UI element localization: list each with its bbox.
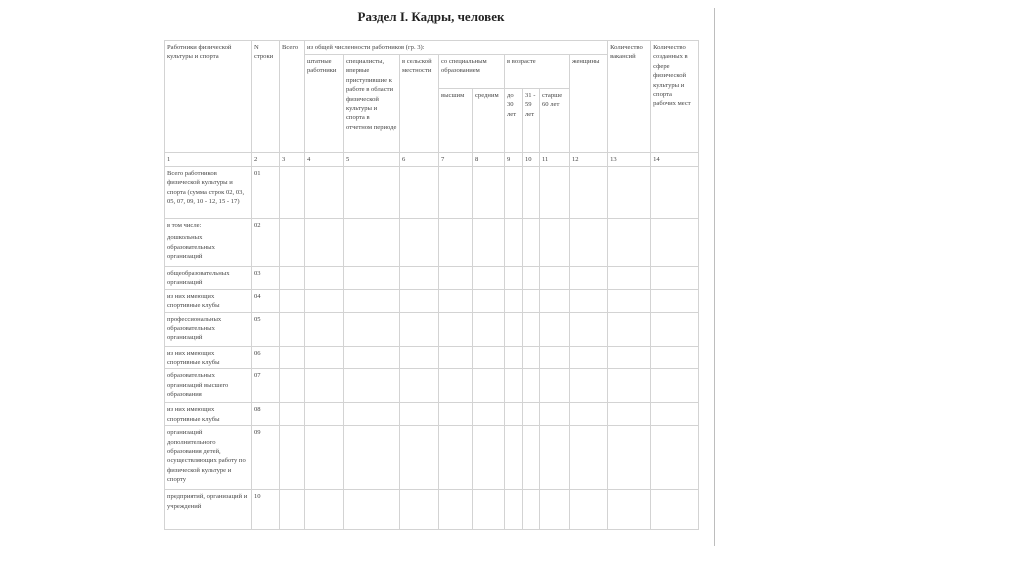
- page-edge-divider: [714, 8, 715, 546]
- row-label-cell: [165, 369, 252, 403]
- column-number-cell: 12: [570, 153, 608, 167]
- data-cell[interactable]: [344, 167, 400, 219]
- data-cell[interactable]: [540, 289, 570, 312]
- data-cell[interactable]: [505, 167, 523, 219]
- data-cell[interactable]: [540, 346, 570, 369]
- column-number-cell: 13: [608, 153, 651, 167]
- row-label: образовательных организаций высшего образования: [167, 372, 229, 399]
- data-cell[interactable]: [608, 490, 651, 530]
- row-label: общеобразовательных организаций: [167, 270, 230, 287]
- data-cell[interactable]: [344, 490, 400, 530]
- data-cell[interactable]: [608, 289, 651, 312]
- data-cell[interactable]: [505, 289, 523, 312]
- data-cell[interactable]: [400, 267, 439, 290]
- row-label-cell: [165, 346, 252, 369]
- data-cell[interactable]: [505, 346, 523, 369]
- table-row: [165, 403, 699, 426]
- data-cell[interactable]: [305, 312, 344, 346]
- row-label: Всего работников физической культуры и спорта (сумма строк 02, 03, 05, 07, 09, 10 - 12, 15 - 17): [167, 170, 245, 206]
- row-line-number: 01: [252, 167, 280, 219]
- header-age-to30: до 30 лет: [505, 89, 523, 153]
- data-cell[interactable]: [400, 167, 439, 219]
- row-line-number: 09: [252, 426, 280, 490]
- header-staff: штатные работники: [305, 55, 344, 153]
- data-cell[interactable]: [439, 490, 473, 530]
- data-cell[interactable]: [523, 167, 540, 219]
- column-number-cell: 10: [523, 153, 540, 167]
- data-cell[interactable]: [473, 403, 505, 426]
- row-line-number: 06: [252, 346, 280, 369]
- column-number-cell: 5: [344, 153, 400, 167]
- data-cell[interactable]: [439, 167, 473, 219]
- row-label: из них имеющих спортивные клубы: [167, 292, 220, 310]
- data-cell[interactable]: [651, 267, 699, 290]
- table-row: [165, 289, 699, 312]
- data-cell[interactable]: [280, 267, 305, 290]
- data-cell[interactable]: [505, 369, 523, 403]
- data-cell[interactable]: [305, 219, 344, 267]
- data-cell[interactable]: [540, 369, 570, 403]
- data-cell[interactable]: [651, 490, 699, 530]
- data-cell[interactable]: [505, 426, 523, 490]
- data-cell[interactable]: [439, 403, 473, 426]
- data-cell[interactable]: [523, 490, 540, 530]
- data-cell[interactable]: [523, 267, 540, 290]
- data-cell[interactable]: [608, 426, 651, 490]
- row-label: предприятий, организаций и учреждений: [167, 493, 248, 510]
- header-age: в возрасте: [505, 55, 570, 89]
- staff-form-table: [164, 40, 699, 530]
- section-title: Раздел I. Кадры, человек: [357, 9, 505, 24]
- header-row-1: [165, 41, 699, 55]
- row-label: профессиональных образовательных организаций: [167, 315, 222, 342]
- table-row: [165, 346, 699, 369]
- data-cell[interactable]: [473, 346, 505, 369]
- data-cell[interactable]: [280, 490, 305, 530]
- data-cell[interactable]: [570, 312, 608, 346]
- row-label-prefix: в том числе:: [167, 222, 202, 229]
- header-age-31-59: 31 - 59 лет: [523, 89, 540, 153]
- data-cell[interactable]: [305, 289, 344, 312]
- data-cell[interactable]: [651, 403, 699, 426]
- data-cell[interactable]: [280, 426, 305, 490]
- row-label: организаций дополнительного образования детей, осуществляющих работу по физической культуре и спорту: [167, 429, 246, 484]
- data-cell[interactable]: [305, 346, 344, 369]
- data-cell[interactable]: [473, 312, 505, 346]
- row-line-number: 10: [252, 490, 280, 530]
- table-body: [165, 167, 699, 530]
- column-number-cell: 8: [473, 153, 505, 167]
- row-label-cell: [165, 312, 252, 346]
- data-cell[interactable]: [280, 369, 305, 403]
- row-label-cell: [165, 490, 252, 530]
- data-cell[interactable]: [344, 403, 400, 426]
- data-cell[interactable]: [400, 346, 439, 369]
- row-line-number: 07: [252, 369, 280, 403]
- column-number-cell: 6: [400, 153, 439, 167]
- data-cell[interactable]: [608, 346, 651, 369]
- data-cell[interactable]: [523, 312, 540, 346]
- header-women: женщины: [570, 55, 608, 153]
- data-cell[interactable]: [439, 312, 473, 346]
- column-number-cell: 2: [252, 153, 280, 167]
- data-cell[interactable]: [400, 369, 439, 403]
- data-cell[interactable]: [523, 219, 540, 267]
- data-cell[interactable]: [473, 426, 505, 490]
- data-cell[interactable]: [280, 403, 305, 426]
- data-cell[interactable]: [570, 426, 608, 490]
- data-cell[interactable]: [473, 369, 505, 403]
- data-cell[interactable]: [344, 267, 400, 290]
- column-number-cell: 1: [165, 153, 252, 167]
- data-cell[interactable]: [305, 490, 344, 530]
- data-cell[interactable]: [439, 267, 473, 290]
- data-cell[interactable]: [439, 346, 473, 369]
- header-workers: Работники физической культуры и спорта: [165, 41, 252, 153]
- header-rural: в сельской местности: [400, 55, 439, 153]
- data-cell[interactable]: [651, 289, 699, 312]
- data-cell[interactable]: [570, 289, 608, 312]
- data-cell[interactable]: [651, 219, 699, 267]
- data-cell[interactable]: [540, 312, 570, 346]
- row-label-cell: [165, 403, 252, 426]
- header-secondary: средним: [473, 89, 505, 153]
- row-label-cell: [165, 167, 252, 219]
- row-line-number: 08: [252, 403, 280, 426]
- data-cell[interactable]: [651, 426, 699, 490]
- column-number-cell: 11: [540, 153, 570, 167]
- header-vacancies: Количество вакансий: [608, 41, 651, 153]
- column-number-cell: 7: [439, 153, 473, 167]
- row-line-number: 03: [252, 267, 280, 290]
- data-cell[interactable]: [570, 267, 608, 290]
- table-row: [165, 369, 699, 403]
- header-higher: высшим: [439, 89, 473, 153]
- data-cell[interactable]: [400, 289, 439, 312]
- data-cell[interactable]: [651, 346, 699, 369]
- data-cell[interactable]: [439, 289, 473, 312]
- data-cell[interactable]: [608, 219, 651, 267]
- data-cell[interactable]: [523, 369, 540, 403]
- data-cell[interactable]: [439, 369, 473, 403]
- data-cell[interactable]: [540, 403, 570, 426]
- data-cell[interactable]: [344, 426, 400, 490]
- data-cell[interactable]: [305, 369, 344, 403]
- table-row: [165, 426, 699, 490]
- data-cell[interactable]: [505, 267, 523, 290]
- data-cell[interactable]: [280, 289, 305, 312]
- data-cell[interactable]: [473, 267, 505, 290]
- data-cell[interactable]: [400, 426, 439, 490]
- data-cell[interactable]: [473, 219, 505, 267]
- header-total: Всего: [280, 41, 305, 153]
- header-line-no: N строки: [252, 41, 280, 153]
- data-cell[interactable]: [570, 490, 608, 530]
- data-cell[interactable]: [305, 426, 344, 490]
- data-cell[interactable]: [523, 403, 540, 426]
- data-cell[interactable]: [570, 403, 608, 426]
- data-cell[interactable]: [473, 289, 505, 312]
- data-cell[interactable]: [344, 289, 400, 312]
- data-cell[interactable]: [280, 312, 305, 346]
- data-cell[interactable]: [651, 167, 699, 219]
- row-label-cell: [165, 289, 252, 312]
- table-row: [165, 219, 699, 267]
- data-cell[interactable]: [540, 167, 570, 219]
- row-label-cell: [165, 267, 252, 290]
- data-cell[interactable]: [608, 369, 651, 403]
- data-cell[interactable]: [570, 167, 608, 219]
- row-line-number: 05: [252, 312, 280, 346]
- data-cell[interactable]: [473, 490, 505, 530]
- column-number-cell: 14: [651, 153, 699, 167]
- data-cell[interactable]: [523, 289, 540, 312]
- data-cell[interactable]: [608, 267, 651, 290]
- data-cell[interactable]: [523, 346, 540, 369]
- column-number-cell: 4: [305, 153, 344, 167]
- row-line-number: 04: [252, 289, 280, 312]
- data-cell[interactable]: [305, 403, 344, 426]
- row-label-cell: [165, 426, 252, 490]
- data-cell[interactable]: [305, 267, 344, 290]
- row-label: из них имеющих спортивные клубы: [167, 406, 220, 423]
- data-cell[interactable]: [400, 490, 439, 530]
- data-cell[interactable]: [439, 426, 473, 490]
- table-row: [165, 490, 699, 530]
- data-cell[interactable]: [570, 369, 608, 403]
- data-cell[interactable]: [540, 267, 570, 290]
- table-viewport: [164, 40, 700, 546]
- row-label-cell: [165, 219, 252, 267]
- header-jobs-created: Количество созданных в сфере физической культуры и спорта рабочих мест: [651, 41, 699, 153]
- data-cell[interactable]: [608, 167, 651, 219]
- row-label: из них имеющих спортивные клубы: [167, 349, 220, 367]
- data-cell[interactable]: [400, 312, 439, 346]
- data-cell[interactable]: [540, 426, 570, 490]
- data-cell[interactable]: [540, 219, 570, 267]
- header-specialists: специалисты, впервые приступившие к работе в области физической культуры и спорта в отчетном периоде: [344, 55, 400, 153]
- header-of-total: из общей численности работников (гр. 3):: [305, 41, 608, 55]
- data-cell[interactable]: [280, 167, 305, 219]
- column-number-cell: 9: [505, 153, 523, 167]
- table-row: [165, 312, 699, 346]
- data-cell[interactable]: [280, 219, 305, 267]
- data-cell[interactable]: [570, 346, 608, 369]
- column-number-cell: 3: [280, 153, 305, 167]
- data-cell[interactable]: [608, 403, 651, 426]
- data-cell[interactable]: [608, 312, 651, 346]
- data-cell[interactable]: [344, 219, 400, 267]
- table-row: [165, 267, 699, 290]
- data-cell[interactable]: [473, 167, 505, 219]
- data-cell[interactable]: [400, 403, 439, 426]
- table-row: [165, 167, 699, 219]
- header-special-edu: со специальным образованием: [439, 55, 505, 89]
- data-cell[interactable]: [540, 490, 570, 530]
- data-cell[interactable]: [280, 346, 305, 369]
- data-cell[interactable]: [344, 369, 400, 403]
- data-cell[interactable]: [523, 426, 540, 490]
- row-label: дошкольных образовательных организаций: [167, 234, 215, 261]
- data-cell[interactable]: [505, 490, 523, 530]
- data-cell[interactable]: [400, 219, 439, 267]
- data-cell[interactable]: [651, 369, 699, 403]
- data-cell[interactable]: [570, 219, 608, 267]
- data-cell[interactable]: [344, 346, 400, 369]
- column-number-row: [165, 153, 699, 167]
- data-cell[interactable]: [505, 403, 523, 426]
- data-cell[interactable]: [505, 312, 523, 346]
- row-line-number: 02: [252, 219, 280, 267]
- data-cell[interactable]: [305, 167, 344, 219]
- data-cell[interactable]: [505, 219, 523, 267]
- data-cell[interactable]: [344, 312, 400, 346]
- header-age-60: старше 60 лет: [540, 89, 570, 153]
- data-cell[interactable]: [439, 219, 473, 267]
- data-cell[interactable]: [651, 312, 699, 346]
